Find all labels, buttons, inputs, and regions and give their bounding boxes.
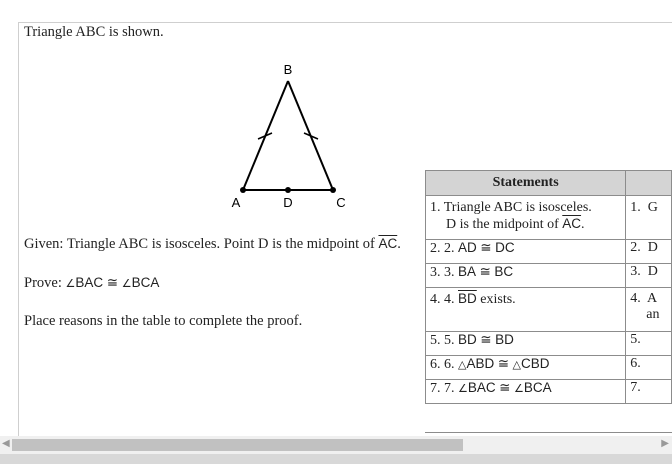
triangle-icon: △ [512,358,522,371]
next-table-edge [425,432,672,433]
table-row [426,264,672,288]
label-d: D [283,195,293,210]
scrollbar-thumb[interactable] [12,439,463,451]
label-a: A [231,195,241,210]
triangle-figure [220,60,360,220]
table-row [426,332,672,356]
point-a [240,187,246,193]
scroll-right-icon[interactable]: ▶ [661,438,669,449]
reason-cell[interactable]: 7. [626,380,672,404]
reasons-header [626,171,672,196]
segment-ac: $\overline{AC}$ [378,236,398,251]
prove-text: Prove: ∠BAC ≅ ∠BCA [24,275,160,291]
statement-cell: 2. 2. $\overline{AD}$ ≅ $\overline{DC}$ [426,240,626,264]
label-c: C [336,195,346,210]
statement-cell: 6. 6. △ABD ≅ △CBD [426,356,626,380]
statements-header: Statements [426,171,626,196]
reason-cell[interactable]: 1. G [626,196,672,240]
statement-cell: 4. 4. $\overline{BD}$ exists. [426,288,626,332]
point-c [330,187,336,193]
given-text: Given: Triangle ABC is isosceles. Point D is the midpoint of $\overline{AC}$. [24,236,401,252]
label-b: B [283,62,293,77]
angle-icon: ∠ [513,382,524,395]
reason-cell[interactable]: 3. D [626,264,672,288]
intro-text: Triangle ABC is shown. [24,24,164,40]
statement-cell: 7. 7. ∠BAC ≅ ∠BCA [426,380,626,404]
table-row [426,380,672,404]
window-bottom-bar [0,454,672,464]
proof-table [425,170,672,404]
instruction-text: Place reasons in the table to complete the proof. [24,313,303,329]
table-row [426,196,672,240]
angle-icon: ∠ [458,382,468,395]
reason-cell[interactable]: 5. [626,332,672,356]
table-row [426,240,672,264]
point-d [285,187,291,193]
angle-icon: ∠ [121,277,132,290]
table-row [426,288,672,332]
scroll-left-icon[interactable]: ◀ [2,438,10,449]
triangle-icon: △ [458,358,467,371]
reason-cell[interactable]: 6. [626,356,672,380]
horizontal-scrollbar[interactable] [0,436,672,454]
statement-cell: 1. Triangle ABC is isosceles. D is the midpoint of $\overline{AC}$. [426,196,626,240]
reason-cell[interactable]: 4. A an [626,288,672,332]
statement-cell: 5. 5. $\overline{BD}$ ≅ $\overline{BD}$ [426,332,626,356]
reason-cell[interactable]: 2. D [626,240,672,264]
table-row [426,356,672,380]
angle-icon: ∠ [65,277,76,290]
statement-cell: 3. 3. $\overline{BA}$ ≅ $\overline{BC}$ [426,264,626,288]
